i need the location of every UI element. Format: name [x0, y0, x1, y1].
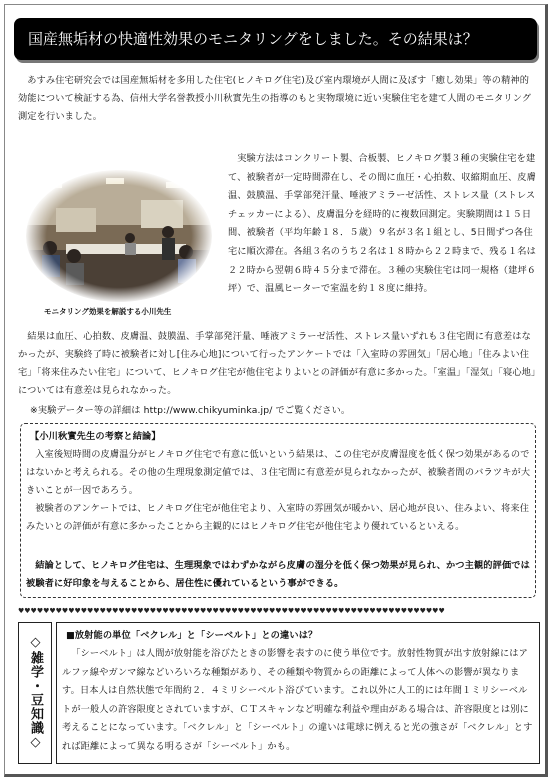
- trivia-label: [18, 622, 52, 764]
- intro-paragraph: あすみ住宅研究会では国産無垢材を多用した住宅(ヒノキログ住宅)及び室内環境が人間に及ぼす「癒し効果」等の精神的効能について検証する為、信州大学名誉教授小川秋實先生の指導のもと実物環境に近い実験住宅を建て人間のモニタリング測定を行いました。: [18, 75, 532, 122]
- conclusion-paragraph-3: 結論として、ヒノキログ住宅は、生理現象ではわずかながら皮膚の湿分を低く保つ効果が見られ、かつ主観的評価では被験者に好印象を与えることから、居住性に優れているという事ができる。: [26, 560, 530, 589]
- photo-caption: モニタリング効果を解説する小川先生: [44, 307, 172, 316]
- page-title: 国産無垢材の快適性効果のモニタリングをしました。その結果は？: [14, 18, 537, 60]
- conclusion-paragraph-1: 入室後短時間の皮膚温分がヒノキログ住宅で有意に低いという結果は、この住宅が皮膚湿度を低く保つ効果があるのではないかと考えられる。その他の生理現象測定値では、３住宅間に有意差が見られなかったが、被験者間のバラツキが大きいことが一因であろう。: [26, 449, 531, 496]
- heart-divider: ♥♥♥♥♥♥♥♥♥♥♥♥♥♥♥♥♥♥♥♥♥♥♥♥♥♥♥♥♥♥♥♥♥♥♥♥♥♥♥♥♥♥♥♥♥♥♥♥♥♥♥♥♥♥♥♥♥♥♥♥♥♥♥♥♥♥♥♥: [18, 607, 445, 615]
- results-paragraph: 結果は血圧、心拍数、皮膚温、鼓膜温、手掌部発汗量、唾液アミラーゼ活性、ストレス量いずれも３住宅間に有意差はなかったが、実験終了時に被験者に対し[住み心地]について行ったアンケートでは「入室時の雰囲気」「居心地」「住みよい住宅」「将来住みたい住宅」について、ヒノキログ住宅が他住宅よりよいとの評価が有意に多かった。「室温」「湿気」「寝心地」については有意差は見られなかった。: [18, 331, 536, 396]
- meeting-room-image: [26, 170, 212, 302]
- conclusion-heading: 【小川秋實先生の考察と結論】: [30, 431, 161, 442]
- trivia-heading: ■放射能の単位「ベクレル」と「シーベルト」との違いは？: [66, 630, 318, 641]
- trivia-label-text: ◇雑学・豆知識◇: [28, 635, 43, 751]
- method-paragraph: 実験方法はコンクリート製、合板製、ヒノキログ製３種の実験住宅を建て、被験者が一定時間滞在し、その間に血圧・心拍数、収縮期血圧、皮膚温、鼓膜温、手掌部発汗量、唾液アミラーゼ活性、ストレス量（ストレスチェッカーによる）、皮膚温分を経時的に複数回測定。実験期間は１５日間、被験者（平均年齢１８．５歳）９名が３名１組とし、5日間ずつ各住宅に順次滞在。各組３名のうち２名は１８時から２２時まで、残る１名は２２時から翌朝６時４５分まで滞在。３種の実験住宅は同一規格（建坪６坪）で、温風ヒーターで室温を約１８度に維持。: [228, 153, 537, 295]
- data-note: ※実験データー等の詳細は http://www.chikyuminka.jp/ でご覧ください。: [30, 405, 351, 416]
- trivia-body: 「シーベルト」は人間が放射能を浴びたときの影響を表すのに使う単位です。放射性物質が出す放射線にはアルファ線やガンマ線などいろいろな種類があり、その種類や物質からの距離によって人体への影響が異なります。日本人は自然状態で年間約２．４ミリシーベルト浴びています。これ以外に人工的には年間１ミリシーベルトが一般人の許容限度とされていますが、ＣＴスキャンなど明確な利益や理由がある場合は、許容限度とは別に考えることになっています。「ベクレル」と「シーベルト」の違いは電球に例えると光の強さが「ベクレル」とすれば距離によって異なる明るさが「シーベルト」かも。: [62, 648, 533, 752]
- monitoring-photo: [26, 170, 212, 302]
- conclusion-paragraph-2: 被験者のアンケートでは、ヒノキログ住宅が他住宅より、入室時の雰囲気が暖かい、居心地が良い、住みよい、将来住みたいとの評価が有意に多かったことから主観的にはヒノキログ住宅が他住宅より優れているといえる。: [26, 503, 530, 532]
